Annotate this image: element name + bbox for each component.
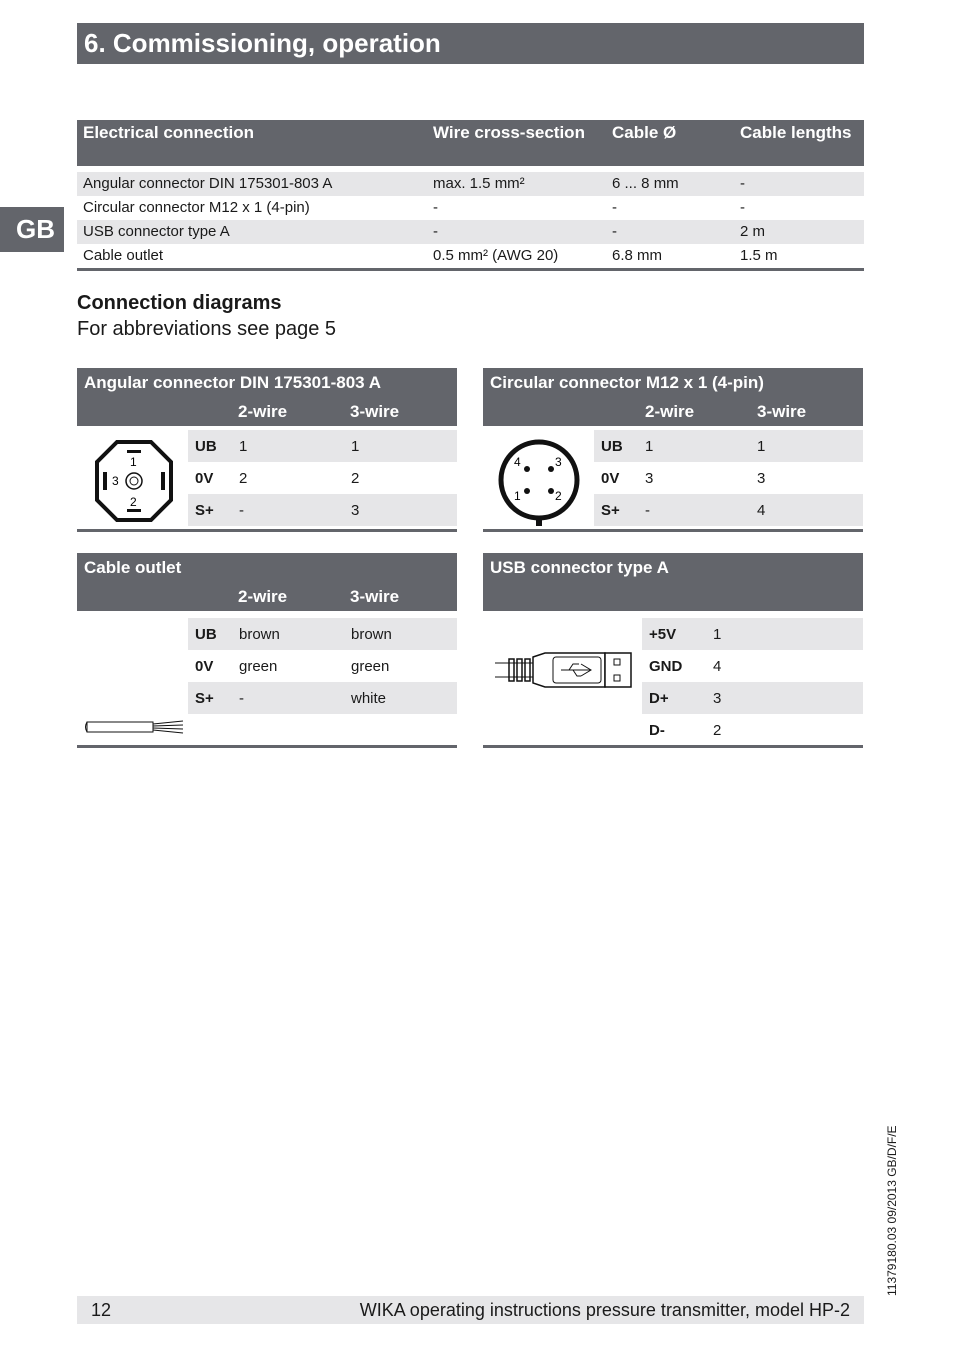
wire-color-3-wire: white [351,690,387,707]
table-cell: USB connector type A [77,220,427,244]
electrical-connection-table [77,120,864,271]
document-id: 11379180.03 09/2013 GB/D/F/E [885,1125,899,1296]
angular-connector-icon [89,436,179,526]
table-cell: - [606,220,734,244]
wire-color-3-wire: green [351,658,390,675]
pin-label: 0V [601,470,620,487]
pin-3-wire: 2 [351,470,360,487]
language-tab [0,207,64,252]
section-subtitle: For abbreviations see page 5 [77,318,337,340]
panel-body [483,611,863,748]
table-row [77,244,864,270]
panel-header [77,368,457,426]
col-header-2-wire: 2-wire [238,587,288,606]
table-cell: - [740,199,745,216]
cable-icon [83,716,187,738]
pin-label: D+ [649,690,669,707]
table-cell: 1.5 m [734,244,864,270]
pin-number: 2 [713,722,722,739]
pin-row [642,618,863,650]
pin-mark: 2 [555,489,562,503]
language-tab-label: GB [16,214,55,244]
col-header-electrical-connection: Electrical connection [77,120,427,166]
col-header-cable-diameter: Cable Ø [606,120,734,166]
pin-label: +5V [649,626,677,643]
pin-row [188,462,457,494]
pin-label: S+ [195,502,214,519]
pin-3-wire: 4 [757,502,766,519]
col-header-2-wire: 2-wire [238,402,288,421]
table-cell: 2 m [734,220,864,244]
pin-row [188,494,457,526]
footer-text: WIKA operating instructions pressure transmitter, model HP-2 [359,1300,850,1320]
table-cell: Circular connector M12 x 1 (4-pin) [83,199,310,216]
pin-number: 3 [713,690,722,707]
col-header-cable-lengths: Cable lengths [734,120,864,166]
usb-connector-icon [493,649,633,691]
pin-row [188,618,457,650]
table-row [77,220,864,244]
pin-mark: 2 [130,495,137,509]
angular-connector-panel [77,368,457,532]
pin-label: D- [649,722,665,739]
table-cell: Angular connector DIN 175301-803 A [77,172,427,196]
table-cell: 6.8 mm [606,244,734,270]
table-cell: max. 1.5 mm² [427,172,606,196]
circular-connector-icon [495,436,585,526]
col-header-3-wire: 3-wire [350,587,400,606]
pin-number: 4 [713,658,722,675]
chapter-title: 6. Commissioning, operation [84,28,441,58]
pin-row [594,430,863,462]
pin-label: S+ [601,502,620,519]
wire-color-2-wire: green [239,658,278,675]
pin-row [642,650,863,682]
panel-body [77,611,457,748]
pin-2-wire: - [645,502,650,519]
section-title: Connection diagrams [77,292,282,314]
panel-title: Cable outlet [84,558,182,577]
col-header-3-wire: 3-wire [350,402,400,421]
pin-row [642,682,863,714]
chapter-header [77,23,864,64]
wire-color-2-wire: - [239,690,244,707]
pin-row [188,682,457,714]
pin-label: S+ [195,690,214,707]
pin-mark: 3 [555,455,562,469]
panel-header [483,368,863,426]
pin-mark: 1 [130,455,137,469]
table-row [77,172,864,196]
col-header-2-wire: 2-wire [645,402,695,421]
panel-title: Angular connector DIN 175301-803 A [84,373,381,392]
pin-label: UB [601,438,623,455]
pin-2-wire: 2 [239,470,248,487]
cable-outlet-panel [77,553,457,748]
pin-2-wire: 3 [645,470,654,487]
pin-3-wire: 3 [757,470,766,487]
pin-2-wire: - [239,502,244,519]
pin-2-wire: 1 [645,438,654,455]
pin-label: GND [649,658,683,675]
pin-row [594,462,863,494]
table-cell: 6 ... 8 mm [606,172,734,196]
table-cell: - [734,172,864,196]
table-cell: Cable outlet [77,244,427,270]
table-cell: - [427,220,606,244]
page-footer [77,1296,864,1324]
col-header-wire-cross-section: Wire cross-section [427,120,606,166]
panel-title: Circular connector M12 x 1 (4-pin) [490,373,764,392]
pin-mark: 1 [514,489,521,503]
wire-color-2-wire: brown [239,626,280,643]
pin-label: 0V [195,470,214,487]
table-cell: 0.5 mm² (AWG 20) [427,244,606,270]
panel-body [77,426,457,532]
wire-color-3-wire: brown [351,626,392,643]
circular-connector-panel [483,368,863,532]
pin-mark: 3 [112,474,119,488]
panel-header [483,553,863,611]
panel-title: USB connector type A [490,558,669,577]
pin-3-wire: 3 [351,502,360,519]
pin-row [188,430,457,462]
table-cell: - [433,199,438,216]
table-cell: - [612,199,617,216]
panel-header [77,553,457,611]
pin-mark: 4 [514,455,521,469]
table-row [77,196,864,220]
pin-row [188,650,457,682]
pin-label: 0V [195,658,214,675]
pin-2-wire: 1 [239,438,248,455]
pin-row [594,494,863,526]
usb-connector-panel [483,553,863,748]
panel-body [483,426,863,532]
pin-3-wire: 1 [757,438,766,455]
pin-row [642,714,863,746]
col-header-3-wire: 3-wire [757,402,807,421]
page-number: 12 [91,1300,112,1320]
pin-label: UB [195,438,217,455]
pin-label: UB [195,626,217,643]
pin-3-wire: 1 [351,438,360,455]
pin-number: 1 [713,626,722,643]
